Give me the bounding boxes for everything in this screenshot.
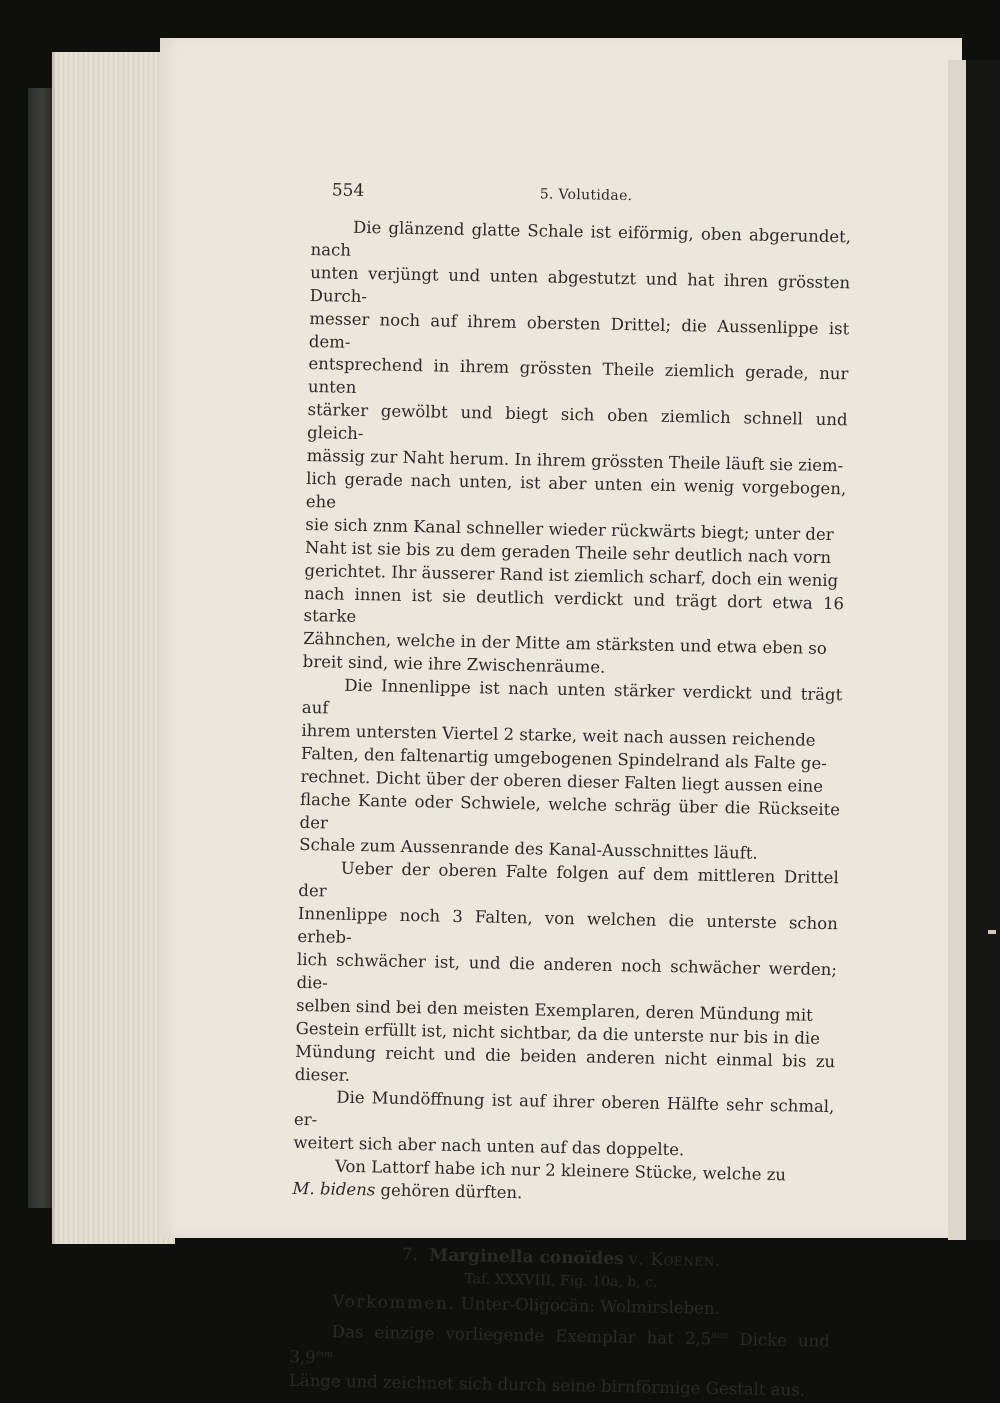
- paragraph-line: messer noch auf ihrem obersten Drittel; die Aussenlippe ist dem-: [308, 308, 850, 352]
- paragraph-line: Gestein erfüllt ist, nicht sichtbar, da die unterste nur bis in die: [295, 1018, 821, 1048]
- paragraph-line: rechnet. Dicht über der oberen dieser Falten liegt aussen eine: [300, 766, 824, 796]
- species-name: Marginella conoïdes: [429, 1245, 624, 1270]
- species-italic: M. bidens: [292, 1178, 376, 1200]
- paragraph-line: Ueber der oberen Falte folgen auf dem mittleren Drittel der: [298, 859, 839, 901]
- paragraph-line: Die Mundöffnung ist auf ihrer oberen Hälfte sehr schmal, er-: [293, 1088, 835, 1130]
- paragraph-line: ihrem untersten Viertel 2 starke, weit nach aussen reichende: [301, 720, 816, 750]
- running-head: 5. Volutidae.: [539, 186, 633, 205]
- paragraph-line: Naht ist sie bis zu dem geraden Theile sehr deutlich nach vorn: [304, 537, 832, 567]
- paragraph-line: Innenlippe noch 3 Falten, von welchen die unterste schon erheb-: [297, 904, 838, 947]
- paragraph-line: weitert sich aber nach unten auf das doppelte.: [293, 1133, 685, 1160]
- desc-text-1: Das einzige vorliegende Exemplar hat 2,5: [331, 1322, 712, 1349]
- paragraph-line: entsprechend in ihrem grössten Theile ziemlich gerade, nur unten: [307, 354, 849, 398]
- species-author: v. Koenen.: [628, 1249, 722, 1272]
- paragraph-line: lich schwächer ist, und die anderen noch schwächer werden; die-: [296, 949, 838, 993]
- paragraph-line: stärker gewölbt und biegt sich oben ziemlich schnell und gleich-: [306, 400, 848, 444]
- body-paragraphs: [293, 216, 851, 1165]
- paragraph: [295, 857, 839, 1096]
- background-right: [966, 60, 1000, 1240]
- paragraph-line: Von Lattorf habe ich nur 2 kleinere Stücke, welche zu: [334, 1156, 787, 1185]
- occurrence-label: Vorkommen.: [332, 1291, 456, 1313]
- page-number: 554: [331, 180, 365, 202]
- description-paragraph: [289, 1317, 830, 1403]
- line-text: gehören dürften.: [375, 1180, 523, 1203]
- paragraph-line: mässig zur Naht herum. In ihrem grössten Theile läuft sie ziem-: [306, 446, 844, 476]
- paper-mark: [988, 930, 996, 934]
- paragraph: [303, 216, 852, 684]
- paragraph-line: Schale zum Aussenrande des Kanal-Ausschnittes läuft.: [299, 835, 758, 864]
- paragraph-line: lich gerade nach unten, ist aber unten ein wenig vorgebogen, ehe: [305, 468, 847, 512]
- unit-superscript: mm: [711, 1330, 729, 1342]
- paragraph-line: breit sind, wie ihre Zwischenräume.: [302, 652, 606, 677]
- paragraph-line: selben sind bei den meisten Exemplaren, deren Mündung mit: [295, 995, 813, 1025]
- paragraph-line: Länge und zeichnet sich durch seine birnförmige Gestalt aus.: [288, 1370, 806, 1400]
- paragraph-line: sie sich znm Kanal schneller wieder rückwärts biegt; unter der: [305, 514, 834, 544]
- text-block: [288, 180, 852, 1400]
- paragraph: [299, 674, 842, 868]
- paragraph-line: gerichtet. Ihr äusserer Rand ist ziemlich scharf, doch ein wenig: [304, 560, 839, 590]
- species-number: 7.: [401, 1244, 419, 1266]
- desc-text-2: Dicke und 3,9: [289, 1329, 830, 1368]
- unit-superscript: mm: [315, 1349, 333, 1360]
- occurrence-text: Unter-Oligocän: Wolmirsleben.: [455, 1293, 720, 1319]
- facing-page-edge: [948, 60, 966, 1240]
- paragraph-line: Falten, den faltenartig umgebogenen Spindelrand als Falte ge-: [300, 743, 827, 773]
- plate-reference: Taf. XXXVIII, Fig. 10a, b, c.: [464, 1271, 658, 1291]
- paragraph-line: Die Innenlippe ist nach unten stärker verdickt und trägt auf: [301, 675, 843, 718]
- paragraph-line: nach innen ist sie deutlich verdickt und trägt dort etwa 16 starke: [303, 583, 845, 627]
- paragraph-line: flache Kante oder Schwiele, welche schräg über die Rückseite der: [299, 789, 841, 832]
- paragraph-line: Die glänzend glatte Schale ist eiförmig, oben abgerundet, nach: [310, 217, 852, 260]
- paragraph-line: Zähnchen, welche in der Mitte am stärksten und etwa eben so: [303, 629, 827, 659]
- paragraph-line: unten verjüngt und unten abgestutzt und hat ihren grössten Durch-: [309, 262, 851, 306]
- paragraph: [293, 1086, 834, 1165]
- page-stack-edge: [52, 52, 175, 1244]
- paragraph-line: Mündung reicht und die beiden anderen nicht einmal bis zu dieser.: [294, 1041, 836, 1085]
